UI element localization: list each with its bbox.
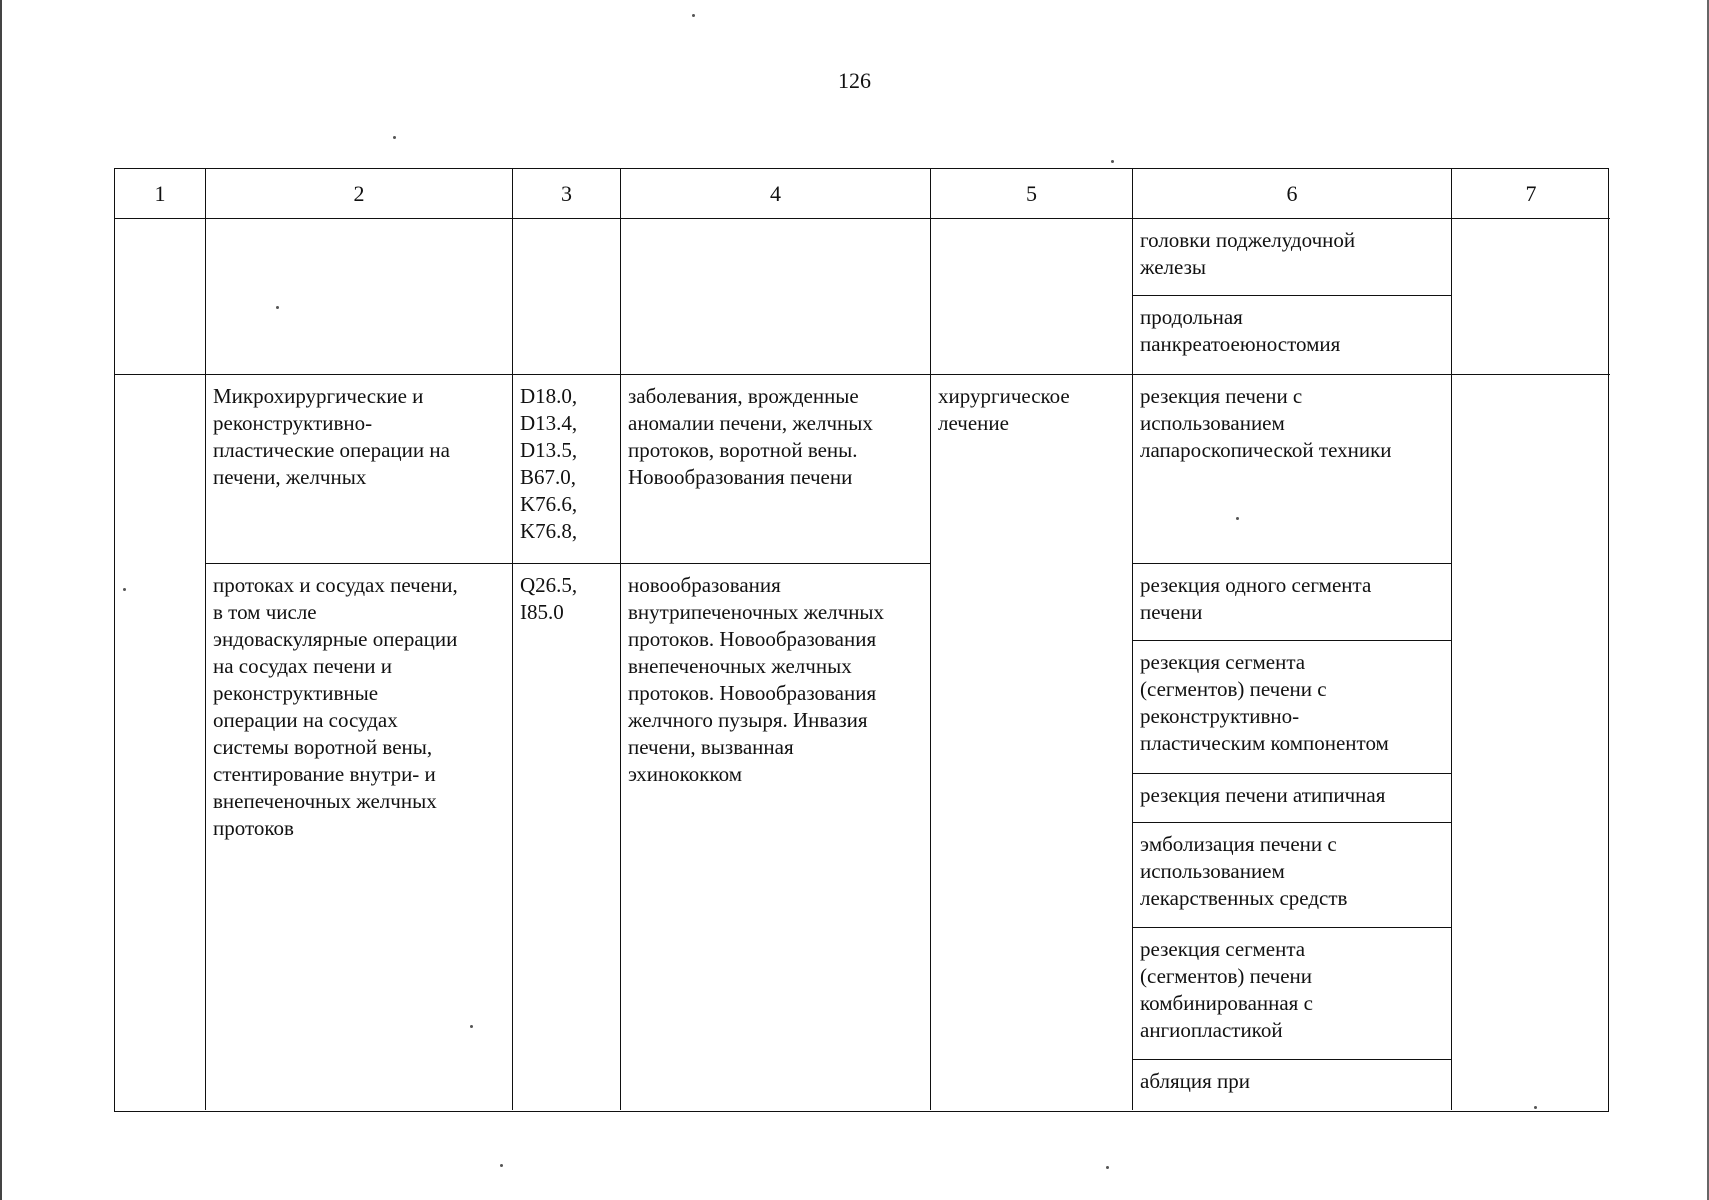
icd-codes-top: D18.0, D13.4, D13.5, B67.0, K76.6, K76.8,: [513, 375, 621, 564]
scan-speck: [276, 306, 279, 309]
procedure-name-bottom: протоках и сосудах печени, в том числе эндоваскулярные операции на сосудах печени и реконструктивные операции на сосудах системы воротной вены, стентирование внутри- и внепеченочных желчных протоков: [206, 564, 513, 1110]
procedures-table: [114, 168, 1609, 1112]
method-3: резекция сегмента (сегментов) печени с реконструктивно- пластическим компонентом: [1133, 641, 1452, 774]
scan-speck: [1106, 1166, 1109, 1169]
page-number: 126: [838, 68, 871, 93]
header-col-3: 3: [513, 169, 621, 219]
method-2: резекция одного сегмента печени: [1133, 564, 1452, 641]
method-6: резекция сегмента (сегментов) печени комбинированная с ангиопластикой: [1133, 928, 1452, 1060]
group-a-method-1: головки поджелудочной железы: [1133, 219, 1452, 296]
method-7: абляция при: [1133, 1060, 1452, 1110]
method-1: резекция печени с использованием лапароскопической техники: [1133, 375, 1452, 564]
scan-speck: [692, 14, 695, 17]
method-5: эмболизация печени с использованием лекарственных средств: [1133, 823, 1452, 928]
scan-speck: [393, 136, 396, 139]
group-a-col-4: [621, 219, 931, 375]
header-col-1: 1: [115, 169, 206, 219]
scan-speck: [1534, 1106, 1537, 1109]
header-col-6: 6: [1133, 169, 1452, 219]
diagnosis-bottom: новообразования внутрипеченочных желчных протоков. Новообразования внепеченочных желчных протоков. Новообразования желчного пузыря. Инвазия печени, вызванная эхинококком: [621, 564, 931, 1110]
icd-codes-bottom: Q26.5, I85.0: [513, 564, 621, 1110]
scan-speck: [1236, 517, 1239, 520]
group-a-col-3: [513, 219, 621, 375]
group-a-col-1: [115, 219, 206, 375]
group-a-col-7: [1452, 219, 1610, 375]
method-4: резекция печени атипичная: [1133, 774, 1452, 823]
scan-speck: [123, 588, 126, 591]
group-a-col-5: [931, 219, 1133, 375]
group-a-method-2: продольная панкреатоеюностомия: [1133, 296, 1452, 375]
scan-speck: [1111, 160, 1114, 163]
diagnosis-top: заболевания, врожденные аномалии печени, желчных протоков, воротной вены. Новообразования печени: [621, 375, 931, 564]
header-col-5: 5: [931, 169, 1133, 219]
procedure-name-top: Микрохирургические и реконструктивно- пластические операции на печени, желчных: [206, 375, 513, 564]
header-col-2: 2: [206, 169, 513, 219]
treatment-type: хирургическое лечение: [931, 375, 1133, 1110]
header-col-7: 7: [1452, 169, 1610, 219]
header-col-4: 4: [621, 169, 931, 219]
group-a-col-2: [206, 219, 513, 375]
group-b-col-7: [1452, 375, 1610, 1110]
group-b-col-1: [115, 375, 206, 1110]
scan-speck: [500, 1164, 503, 1167]
scan-speck: [470, 1025, 473, 1028]
page-edge-left: [0, 0, 2, 1200]
